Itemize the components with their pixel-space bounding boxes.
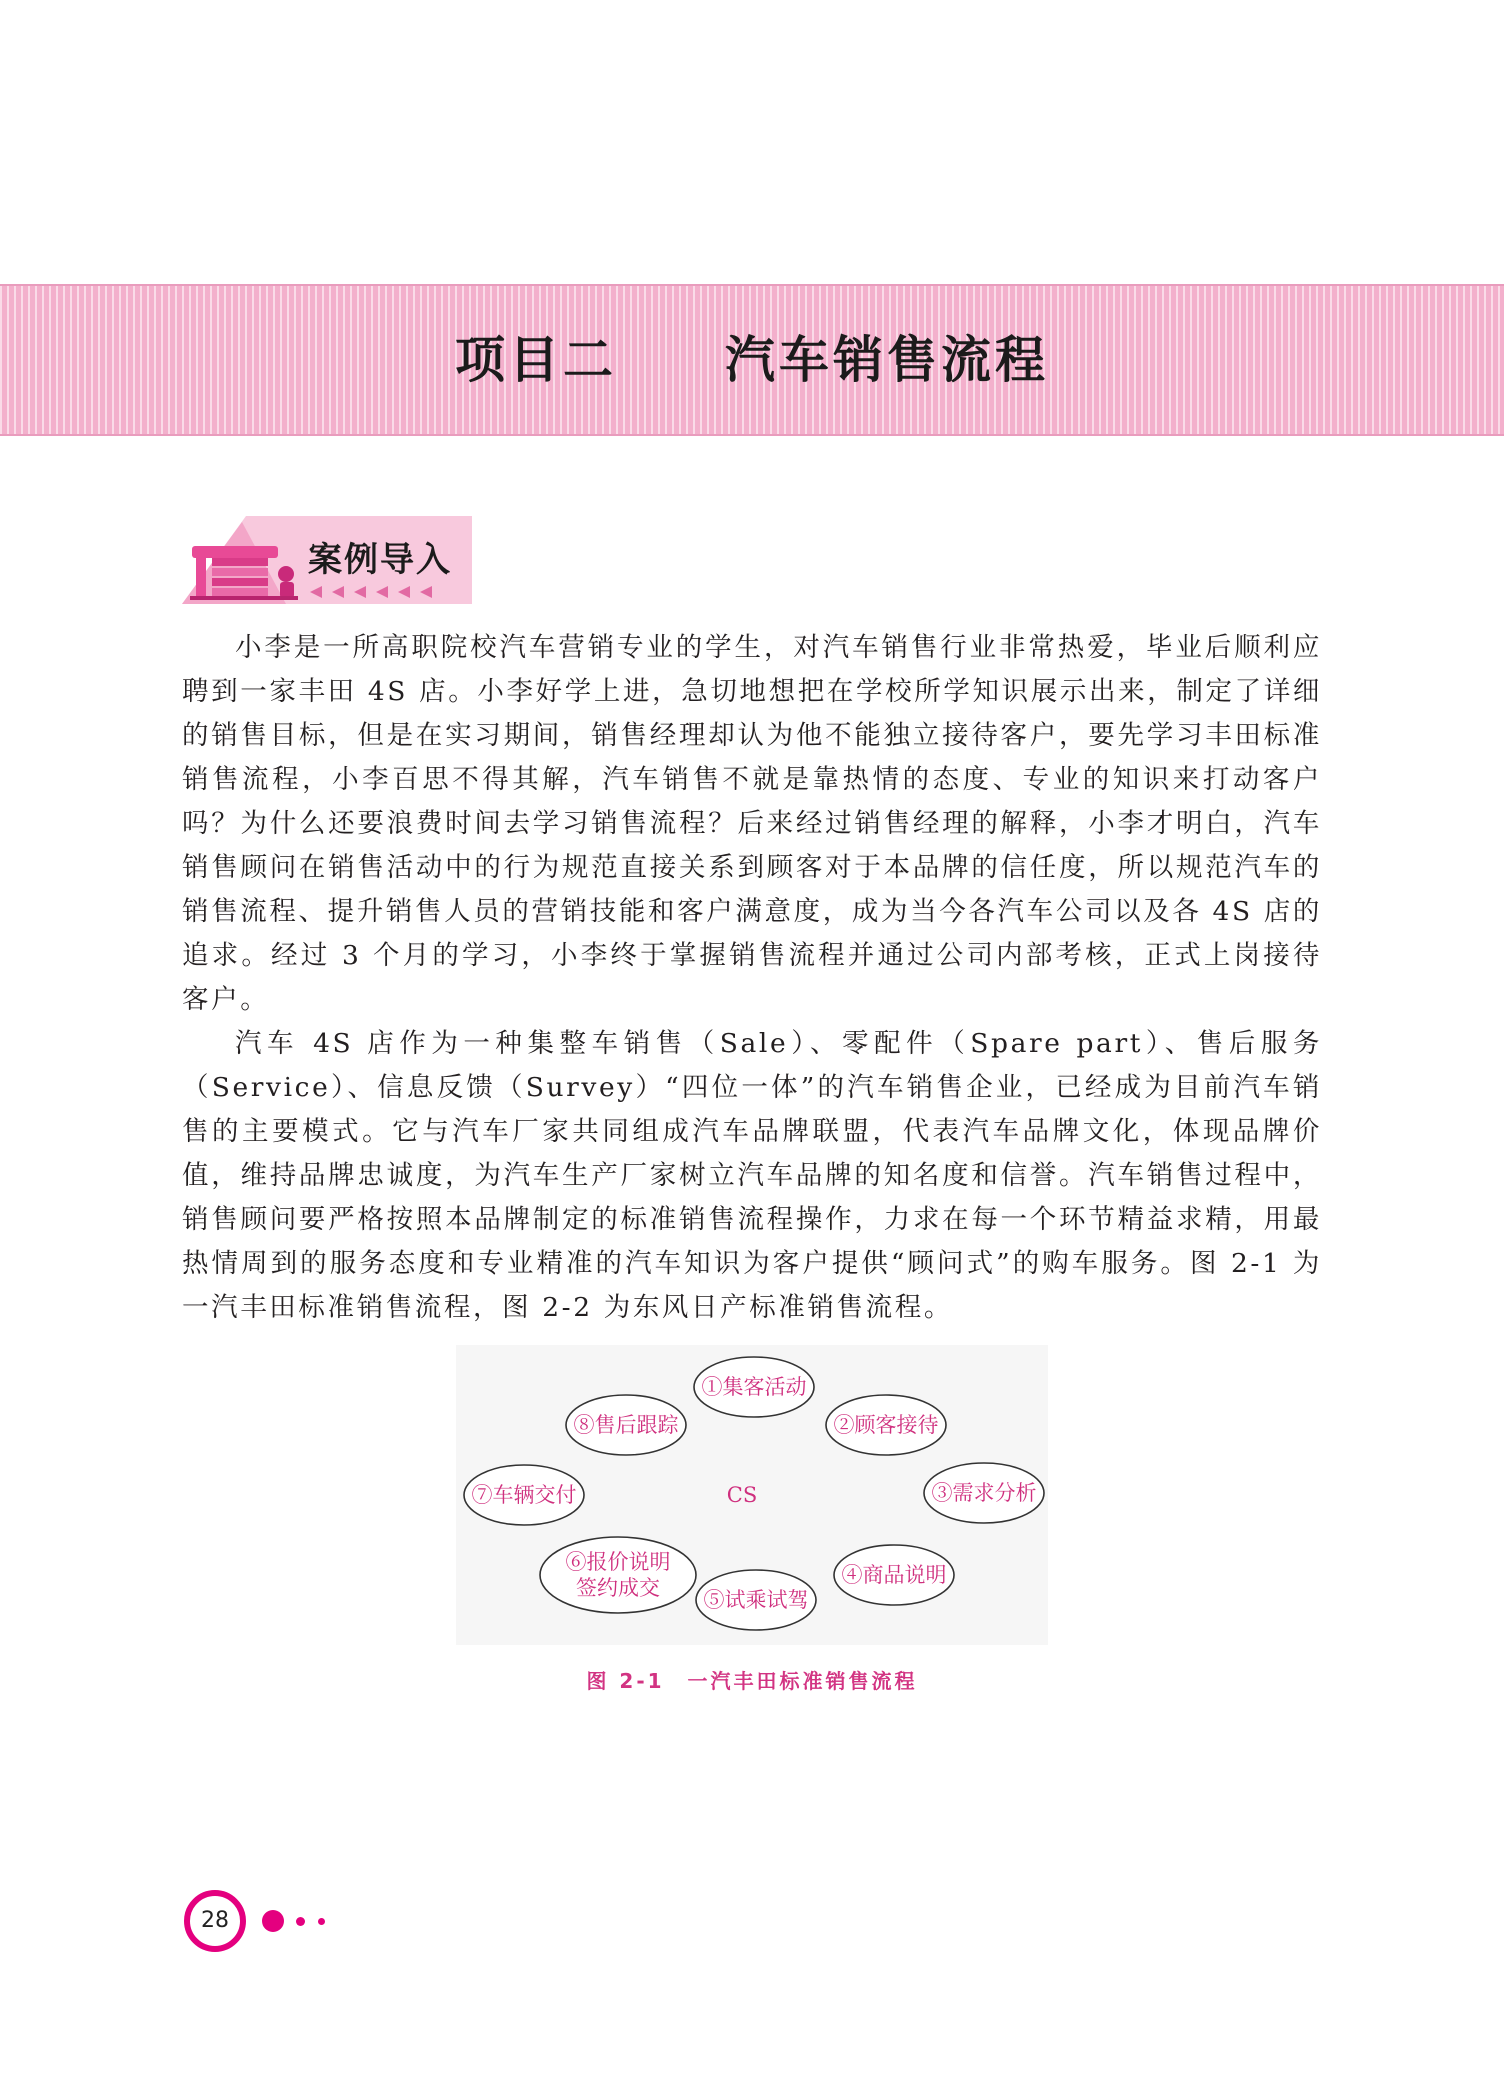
sales-process-figure	[456, 1345, 1048, 1645]
paragraph-1: 小李是一所高职院校汽车营销专业的学生，对汽车销售行业非常热爱，毕业后顺利应聘到一家丰田 4S 店。小李好学上进，急切地想把在学校所学知识展示出来，制定了详细的销售目标，但是在实习期间，销售经理却认为他不能独立接待客户，要先学习丰田标准销售流程，小李百思不得其解，汽车销售不就是靠热情的态度、专业的知识来打动客户吗？为什么还要浪费时间去学习销售流程？后来经过销售经理的解释，小李才明白，汽车销售顾问在销售活动中的行为规范直接关系到顾客对于本品牌的信任度，所以规范汽车的销售流程、提升销售人员的营销技能和客户满意度，成为当今各汽车公司以及各 4S 店的追求。经过 3 个月的学习，小李终于掌握销售流程并通过公司内部考核，正式上岗接待客户。	[182, 632, 1322, 1015]
node-label-7: ⑦车辆交付	[471, 1483, 577, 1507]
page-dot-small	[318, 1918, 325, 1925]
paragraph-2: 汽车 4S 店作为一种集整车销售（Sale）、零配件（Spare part）、售后服务（Service）、信息反馈（Survey）“四位一体”的汽车销售企业，已经成为目前汽车销售的主要模式。它与汽车厂家共同组成汽车品牌联盟，代表汽车品牌文化，体现品牌价值，维持品牌忠诚度，为汽车生产厂家树立汽车品牌的知名度和信誉。汽车销售过程中，销售顾问要严格按照本品牌制定的标准销售流程操作，力求在每一个环节精益求精，用最热情周到的服务态度和专业精准的汽车知识为客户提供“顾问式”的购车服务。图 2-1 为一汽丰田标准销售流程，图 2-2 为东风日产标准销售流程。	[182, 1028, 1322, 1323]
body-text	[182, 626, 1322, 1330]
page-dot-medium	[296, 1917, 305, 1926]
chapter-banner	[0, 284, 1504, 436]
cs-center-label: CS	[726, 1483, 758, 1507]
chapter-title: 项目二 汽车销售流程	[455, 331, 1049, 389]
page-number-badge	[184, 1890, 246, 1952]
node-label-2: ②顾客接待	[833, 1413, 939, 1437]
node-label-1: ①集客活动	[701, 1375, 807, 1399]
node-label-5: ⑤试乘试驾	[703, 1588, 809, 1612]
page-number: 28	[201, 1908, 229, 1933]
figure-caption: 图 2-1 一汽丰田标准销售流程	[586, 1669, 918, 1693]
node-label-8: ⑧售后跟踪	[573, 1413, 679, 1437]
node-label-3: ③需求分析	[931, 1481, 1037, 1505]
node-label-6: ⑥报价说明 签约成交	[565, 1550, 671, 1600]
page-dot-large	[262, 1910, 284, 1932]
node-label-4: ④商品说明	[841, 1563, 947, 1587]
case-intro-badge	[182, 512, 482, 608]
case-intro-label: 案例导入	[308, 540, 452, 580]
